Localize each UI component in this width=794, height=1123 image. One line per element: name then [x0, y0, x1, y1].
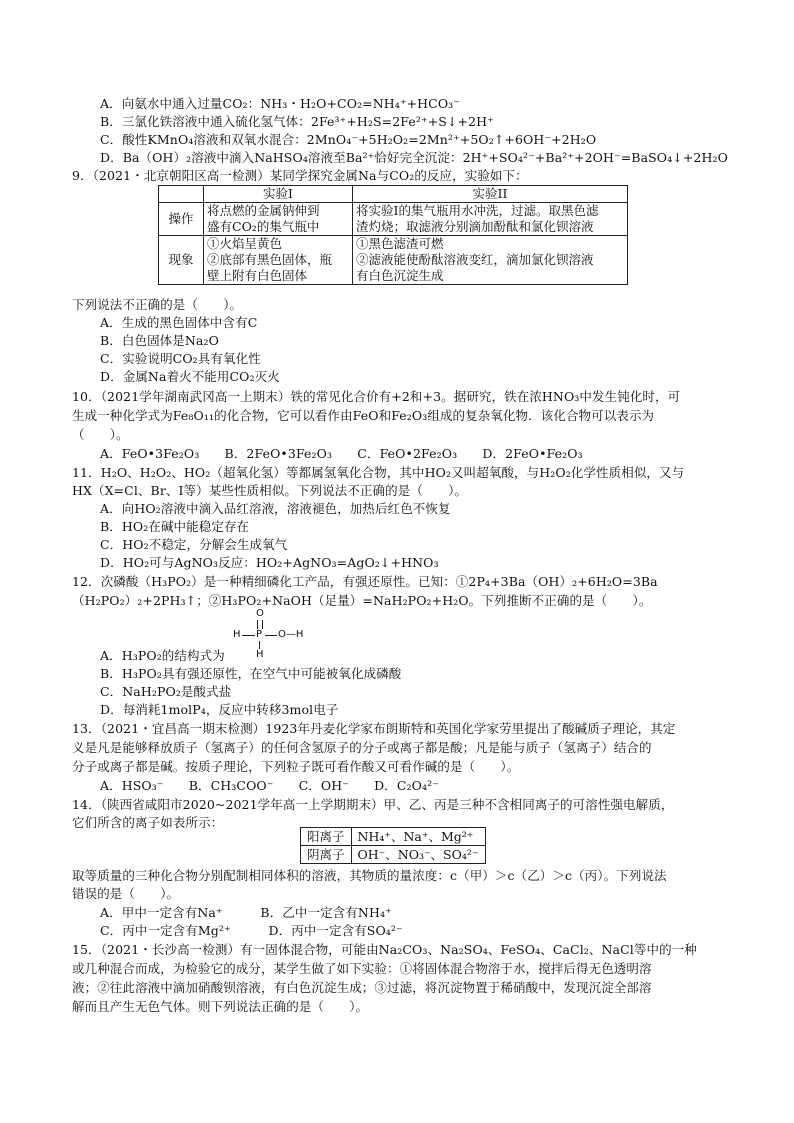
table-header-exp1: 实验I [204, 186, 353, 203]
q14-line: 它们所含的离子如表所示： [72, 815, 224, 830]
exp1-operation [204, 203, 353, 236]
anion-label: 阴离子 [301, 846, 352, 864]
exp2-operation-line: 渣灼烧；取滤液分别滴加酚酞和氯化钡溶液 [356, 219, 594, 234]
table-header-exp2: 实验II [353, 186, 628, 203]
exp1-phenomenon [204, 236, 353, 285]
bond [265, 635, 277, 636]
q14-options-cd: C．丙中一定含有Mg²⁺ D．丙中一定含有SO₄²⁻ [100, 923, 403, 938]
bond [259, 641, 260, 649]
anion-values: OH⁻、NO₃⁻、SO₄²⁻ [351, 846, 485, 864]
q12-line: （H₂PO₂）₂+2PH₃↑；②H₃PO₂+NaOH（足量）=NaH₂PO₂+H₂O。下列推断不正确的是（ ）。 [72, 593, 652, 608]
q12-option-b: B．H₃PO₂具有强还原性，在空气中可能被氧化成磷酸 [100, 666, 402, 681]
row-label-phenomenon: 现象 [159, 236, 204, 285]
q12-option-a: A．H₃PO₂的结构式为 [100, 648, 225, 663]
q9-ask: 下列说法不正确的是（ ）。 [72, 297, 243, 312]
q13-line: 13．（2021・宜昌高一期末检测）1923年丹麦化学家布朗斯特和英国化学家劳里提出了酸碱质子理论，其定 [72, 721, 676, 736]
q8-option-b: B．三氯化铁溶液中通入硫化氢气体：2Fe³⁺+H₂S=2Fe²⁺+S↓+2H⁺ [100, 114, 494, 129]
q10-options: A．FeO•3Fe₂O₃ B．2FeO•3Fe₂O₃ C．FeO•2Fe₂O₃ D．2FeO•Fe₂O₃ [100, 446, 583, 461]
exp1-operation-line: 盛有CO₂的集气瓶中 [207, 219, 320, 234]
row-label-operation: 操作 [159, 203, 204, 236]
q14-after: 取等质量的三种化合物分别配制相同体积的溶液，其物质的量浓度：c（甲）＞c（乙）＞c（丙）。下列说法 [72, 868, 667, 883]
q15-line: 解而且产生无色气体。则下列说法正确的是（ ）。 [72, 999, 369, 1014]
exp1-operation-line: 将点燃的金属钠伸到 [207, 203, 320, 218]
q14-after: 错误的是（ ）。 [72, 886, 180, 901]
q9-option-c: C．实验说明CO₂具有氧化性 [100, 351, 261, 366]
q10-line: 生成一种化学式为Fe₈O₁₁的化合物，它可以看作由FeO和Fe₂O₃组成的复杂氧化物．该化合物可以表示为 [72, 408, 655, 423]
exp2-operation-line: 将实验I的集气瓶用水冲洗，过滤。取黑色滤 [356, 203, 599, 218]
q9-option-a: A．生成的黑色固体中含有C [100, 315, 258, 330]
q15-line: 液；②往此溶液中滴加硝酸钡溶液，有白色沉淀生成；③过滤，将沉淀物置于稀硝酸中，发现沉淀全部溶 [72, 980, 652, 995]
q10-line: 10．（2021学年湖南武冈高一上期末）铁的常见化合价有+2和+3。据研究，铁在浓HNO₃中发生钝化时，可 [72, 389, 681, 404]
exp2-phenomenon-line: 有白色沉淀生成 [356, 268, 444, 283]
q13-line: 分子或离子都是碱。按质子理论，下列粒子既可看作酸又可看作碱的是（ ）。 [72, 759, 520, 774]
q8-option-c: C．酸性KMnO₄溶液和双氧水混合：2MnO₄⁻+5H₂O₂=2Mn²⁺+5O₂↑+6OH⁻+2H₂O [100, 132, 597, 147]
table-corner [159, 186, 204, 203]
struct-left-h: H [233, 629, 241, 640]
q11-line: 11．H₂O、H₂O₂、HO₂（超氧化氢）等都属氢氧化合物，其中HO₂又叫超氧酸，与H₂O₂化学性质相似，又与 [72, 465, 685, 480]
q8-option-d: D．Ba（OH）₂溶液中滴入NaHSO₄溶液至Ba²⁺恰好完全沉淀：2H⁺+SO₄²⁻+Ba²⁺+2OH⁻=BaSO₄↓+2H₂O [100, 150, 728, 165]
q14-ion-table [300, 827, 486, 864]
q12-option-c: C．NaH₂PO₂是酸式盐 [100, 684, 232, 699]
struct-top-o: O [256, 608, 264, 619]
struct-p: P [256, 629, 263, 640]
exp2-phenomenon-line: ①黑色滤渣可燃 [356, 236, 444, 251]
q11-option-b: B．HO₂在碱中能稳定存在 [100, 519, 250, 534]
q8-option-a: A．向氨水中通入过量CO₂：NH₃・H₂O+CO₂=NH₄⁺+HCO₃⁻ [100, 96, 460, 111]
q10-line: （ ）。 [72, 427, 129, 442]
exp2-phenomenon-line: ②滤液能使酚酞溶液变红，滴加氯化钡溶液 [356, 252, 594, 267]
q9-experiment-table [158, 185, 628, 285]
exp2-operation [353, 203, 628, 236]
cation-label: 阳离子 [301, 828, 352, 846]
q11-line: HX（X=Cl、Br、I等）某些性质相似。下列说法不正确的是（ ）。 [72, 483, 468, 498]
exp2-phenomenon [353, 236, 628, 285]
q9-stem: 9．（2021・北京朝阳区高一检测）某同学探究金属Na与CO₂的反应，实验如下： [72, 168, 528, 183]
exp1-phenomenon-line: ①火焰呈黄色 [207, 236, 283, 251]
cation-values: NH₄⁺、Na⁺、Mg²⁺ [351, 828, 485, 846]
struct-oh: O—H [278, 629, 304, 640]
q9-option-d: D．金属Na着火不能用CO₂灭火 [100, 369, 280, 384]
bond [242, 635, 255, 636]
q13-line: 义是凡是能够释放质子（氢离子）的任何含氢原子的分子或离子都是酸；凡是能与质子（氢离子）结合的 [72, 740, 652, 755]
q12-option-d: D．每消耗1molP₄，反应中转移3mol电子 [100, 702, 339, 717]
q11-option-d: D．HO₂可与AgNO₃反应：HO₂+AgNO₃=AgO₂↓+HNO₃ [100, 555, 439, 570]
q15-line: 15．（2021・长沙高一检测）有一固体混合物，可能由Na₂CO₃、Na₂SO₄、FeSO₄、CaCl₂、NaCl等中的一种 [72, 942, 697, 957]
q12-line: 12．次磷酸（H₃PO₂）是一种精细磷化工产品，有强还原性。已知：①2P₄+3Ba（OH）₂+6H₂O=3Ba [72, 574, 658, 589]
double-bond [257, 620, 263, 629]
q9-option-b: B．白色固体是Na₂O [100, 333, 219, 348]
q15-line: 或几种混合而成，为检验它的成分，某学生做了如下实验：①将固体混合物溶于水，搅拌后得无色透明溶 [72, 961, 652, 976]
q11-option-a: A．向HO₂溶液中滴入品红溶液，溶液褪色，加热后红色不恢复 [100, 501, 451, 516]
q14-line: 14．（陕西省咸阳市2020~2021学年高一上学期期末）甲、乙、丙是三种不含相同离子的可溶性强电解质， [72, 797, 674, 812]
exp1-phenomenon-line: 壁上附有白色固体 [207, 268, 308, 283]
q13-options: A．HSO₃⁻ B．CH₃COO⁻ C．OH⁻ D．C₂O₄²⁻ [100, 778, 439, 793]
q14-options-ab: A．甲中一定含有Na⁺ B．乙中一定含有NH₄⁺ [100, 905, 392, 920]
q11-option-c: C．HO₂不稳定，分解会生成氧气 [100, 537, 288, 552]
exp1-phenomenon-line: ②底部有黑色固体，瓶 [207, 252, 333, 267]
struct-bottom-h: H [256, 649, 264, 660]
